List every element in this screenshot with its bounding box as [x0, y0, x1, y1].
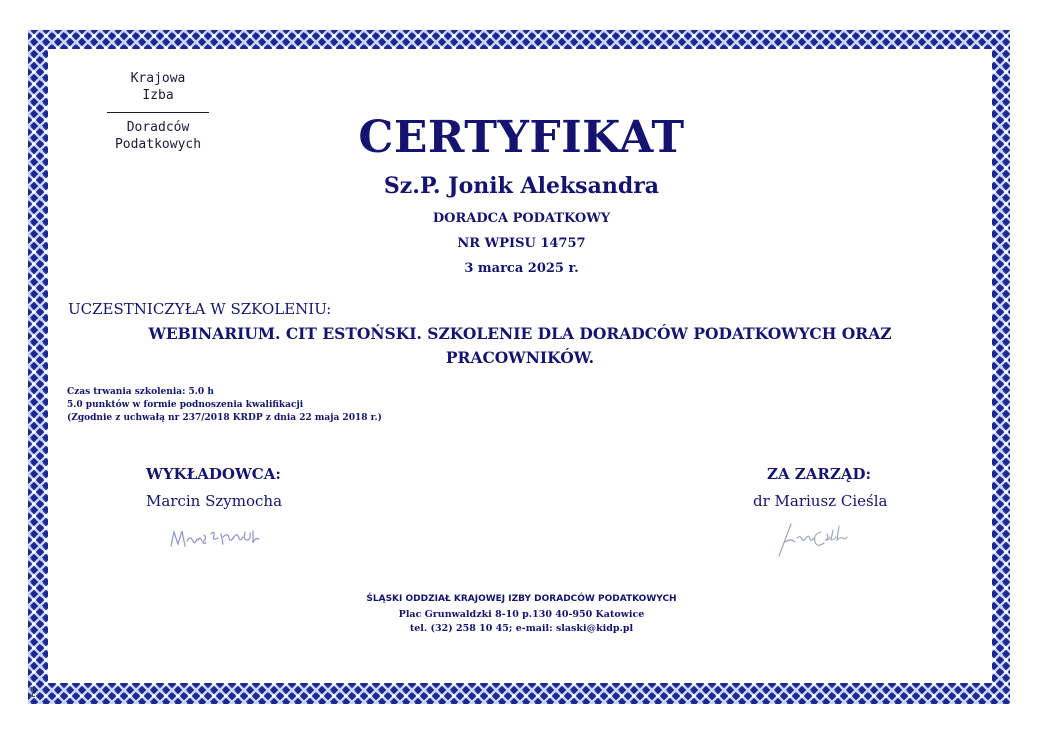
- logo-line: Doradców: [126, 120, 190, 135]
- footer-contact: tel. (32) 258 10 45; e-mail: slaski@kidp.pl: [409, 623, 634, 634]
- registry-number: NR WPISU 14757: [457, 236, 586, 251]
- board-name: dr Mariusz Cieśla: [753, 492, 888, 510]
- logo-line: Krajowa: [130, 71, 186, 86]
- lecturer-signature: [165, 522, 275, 554]
- lecturer-name: Marcin Szymocha: [146, 492, 283, 510]
- training-points: 5.0 punktów w formie podnoszenia kwalifikacji: [67, 400, 304, 410]
- certificate-date: 3 marca 2025 r.: [464, 261, 579, 276]
- footer-address: Plac Grunwaldzki 8-10 p.130 40-950 Katowice: [398, 609, 645, 620]
- training-resolution: (Zgodnie z uchwałą nr 237/2018 KRDP z dnia 22 maja 2018 r.): [67, 413, 382, 423]
- logo-line: Podatkowych: [114, 137, 202, 152]
- participation-intro: UCZESTNICZYŁA W SZKOLENIU:: [68, 300, 332, 318]
- training-details: [67, 386, 382, 425]
- training-name: WEBINARIUM. CIT ESTOŃSKI. SZKOLENIE DLA DORADCÓW PODATKOWYCH ORAZ PRACOWNIKÓW.: [148, 324, 892, 367]
- recipient-role: DORADCA PODATKOWY: [432, 211, 611, 226]
- board-label: ZA ZARZĄD:: [767, 465, 871, 483]
- recipient-name: Sz.P. Jonik Aleksandra: [383, 173, 660, 199]
- logo-line: Izba: [142, 88, 174, 103]
- board-signature: [775, 518, 870, 560]
- footer-organization: ŚLĄSKI ODDZIAŁ KRAJOWEJ IZBY DORADCÓW PODATKOWYCH: [366, 594, 677, 604]
- training-duration: Czas trwania szkolenia: 5.0 h: [67, 387, 214, 397]
- lecturer-label: WYKŁADOWCA:: [146, 465, 281, 483]
- page-number: 1: [28, 686, 37, 701]
- certificate-title: CERTYFIKAT: [358, 112, 685, 163]
